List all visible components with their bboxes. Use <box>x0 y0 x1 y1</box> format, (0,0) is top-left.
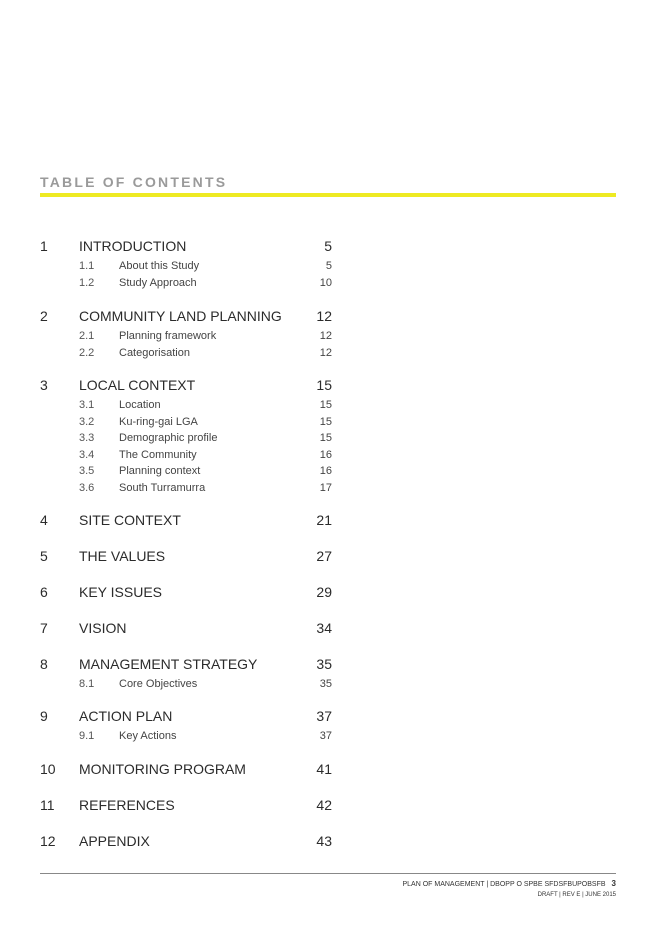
toc-subentry-number: 2.2 <box>79 346 95 359</box>
toc-subentry-title: Study Approach <box>119 276 197 289</box>
toc-subentry-page: 15 <box>319 432 332 444</box>
toc-subentry-title: Location <box>119 399 161 411</box>
toc-entry-title: COMMUNITY LAND PLANNING <box>79 308 282 324</box>
toc-entry-page: 27 <box>316 548 332 564</box>
toc-entry-page: 35 <box>316 656 332 672</box>
toc-entry-number: 11 <box>40 797 55 813</box>
toc-subentry[interactable] <box>40 399 332 417</box>
toc-subentry[interactable] <box>40 482 332 500</box>
toc-entry-page: 34 <box>316 620 332 636</box>
footer-revision: DRAFT | REV E | JUNE 2015 <box>537 892 616 898</box>
toc-subentry-title: Ku-ring-gai LGA <box>119 415 198 428</box>
toc-subentry-title: About this Study <box>119 260 200 272</box>
toc-entry-title: ACTION PLAN <box>79 708 173 724</box>
toc-subentry-page: 15 <box>319 415 332 428</box>
toc-subentry-title: Planning context <box>119 465 201 477</box>
toc-entry[interactable] <box>40 377 332 395</box>
heading-underline <box>40 193 616 197</box>
toc-entry-number: 1 <box>40 238 48 254</box>
toc-subentry-number: 3.5 <box>79 465 95 477</box>
toc-subentry-number: 3.1 <box>79 399 95 411</box>
toc-entry-number: 7 <box>40 620 48 636</box>
toc-subentry-page: 5 <box>325 260 332 272</box>
toc-subentry-title: Key Actions <box>119 730 177 742</box>
toc-subentry-number: 3.3 <box>79 432 95 444</box>
toc-subentry-page: 10 <box>319 276 332 289</box>
toc-subentry-title: The Community <box>119 448 197 461</box>
toc-entry-title: LOCAL CONTEXT <box>79 377 196 393</box>
toc-entry-title: MANAGEMENT STRATEGY <box>79 656 258 672</box>
toc-subentry[interactable] <box>40 449 332 467</box>
toc-entry-number: 5 <box>40 548 48 564</box>
toc-entry-number: 9 <box>40 708 48 724</box>
toc-entry-page: 12 <box>316 308 332 324</box>
toc-subentry[interactable] <box>40 730 332 748</box>
toc-entry-number: 3 <box>40 377 48 393</box>
toc-entry-title: SITE CONTEXT <box>79 512 181 528</box>
toc-subentry-page: 35 <box>319 678 332 690</box>
toc-entry[interactable] <box>40 512 332 530</box>
toc-entry[interactable] <box>40 708 332 726</box>
toc-subentry[interactable] <box>40 416 332 434</box>
toc-heading: TABLE OF CONTENTS <box>40 174 228 190</box>
toc-entry-title: MONITORING PROGRAM <box>79 761 246 777</box>
toc-subentry-page: 17 <box>319 481 332 494</box>
toc-entry[interactable] <box>40 833 332 851</box>
toc-subentry[interactable] <box>40 678 332 696</box>
toc-entry-title: REFERENCES <box>79 797 175 813</box>
toc-entry[interactable] <box>40 797 332 815</box>
toc-subentry-number: 2.1 <box>79 330 95 342</box>
toc-subentry-page: 37 <box>319 730 332 742</box>
toc-entry-title: INTRODUCTION <box>79 238 187 254</box>
footer-running-title <box>402 879 616 888</box>
toc-subentry-title: Core Objectives <box>119 678 198 690</box>
toc-subentry[interactable] <box>40 432 332 450</box>
toc-entry-title: VISION <box>79 620 127 636</box>
toc-subentry-page: 16 <box>319 465 332 477</box>
toc-entry-page: 41 <box>316 761 332 777</box>
toc-subentry[interactable] <box>40 330 332 348</box>
toc-subentry-number: 8.1 <box>79 678 95 690</box>
toc-subentry-page: 15 <box>319 399 332 411</box>
toc-subentry[interactable] <box>40 347 332 365</box>
toc-entry-number: 6 <box>40 584 48 600</box>
toc-entry[interactable] <box>40 238 332 256</box>
toc-subentry-title: South Turramurra <box>119 481 206 494</box>
toc-subentry-number: 1.2 <box>79 276 95 289</box>
toc-entry[interactable] <box>40 761 332 779</box>
toc-subentry-page: 16 <box>319 448 332 461</box>
toc-subentry-number: 3.4 <box>79 448 95 461</box>
footer-title-text: PLAN OF MANAGEMENT | DBOPP O SPBE SFDSFBUPOBSFB <box>402 881 606 888</box>
toc-subentry-title: Categorisation <box>119 346 190 359</box>
toc-subentry[interactable] <box>40 465 332 483</box>
toc-subentry-number: 9.1 <box>79 730 95 742</box>
toc-subentry-title: Demographic profile <box>119 432 218 444</box>
toc-subentry[interactable] <box>40 260 332 278</box>
toc-entry-title: KEY ISSUES <box>79 584 163 600</box>
toc-entry-title: APPENDIX <box>79 833 150 849</box>
toc-entry[interactable] <box>40 548 332 566</box>
toc-entry-page: 21 <box>316 512 332 528</box>
toc-entry-page: 43 <box>316 833 332 849</box>
toc-entry-number: 4 <box>40 512 48 528</box>
toc-subentry-title: Planning framework <box>119 330 217 342</box>
toc-entry-number: 8 <box>40 656 48 672</box>
toc-entry[interactable] <box>40 620 332 638</box>
toc-entry[interactable] <box>40 308 332 326</box>
toc-entry-page: 5 <box>324 238 332 254</box>
toc-entry-page: 37 <box>316 708 332 724</box>
toc-entry-number: 12 <box>40 833 56 849</box>
footer-divider <box>40 873 616 874</box>
toc-entry-title: THE VALUES <box>79 548 166 564</box>
toc-entry-number: 10 <box>40 761 56 777</box>
toc-entry[interactable] <box>40 656 332 674</box>
toc-subentry-number: 3.2 <box>79 415 95 428</box>
toc-entry-page: 42 <box>316 797 332 813</box>
toc-entry-number: 2 <box>40 308 48 324</box>
toc-subentry-page: 12 <box>319 330 332 342</box>
toc-entry[interactable] <box>40 584 332 602</box>
toc-subentry[interactable] <box>40 277 332 295</box>
toc-entry-page: 15 <box>316 377 332 393</box>
toc-entry-page: 29 <box>316 584 332 600</box>
toc-subentry-page: 12 <box>319 346 332 359</box>
page-number: 3 <box>611 879 616 888</box>
toc-subentry-number: 1.1 <box>79 260 95 272</box>
toc-subentry-number: 3.6 <box>79 481 95 494</box>
